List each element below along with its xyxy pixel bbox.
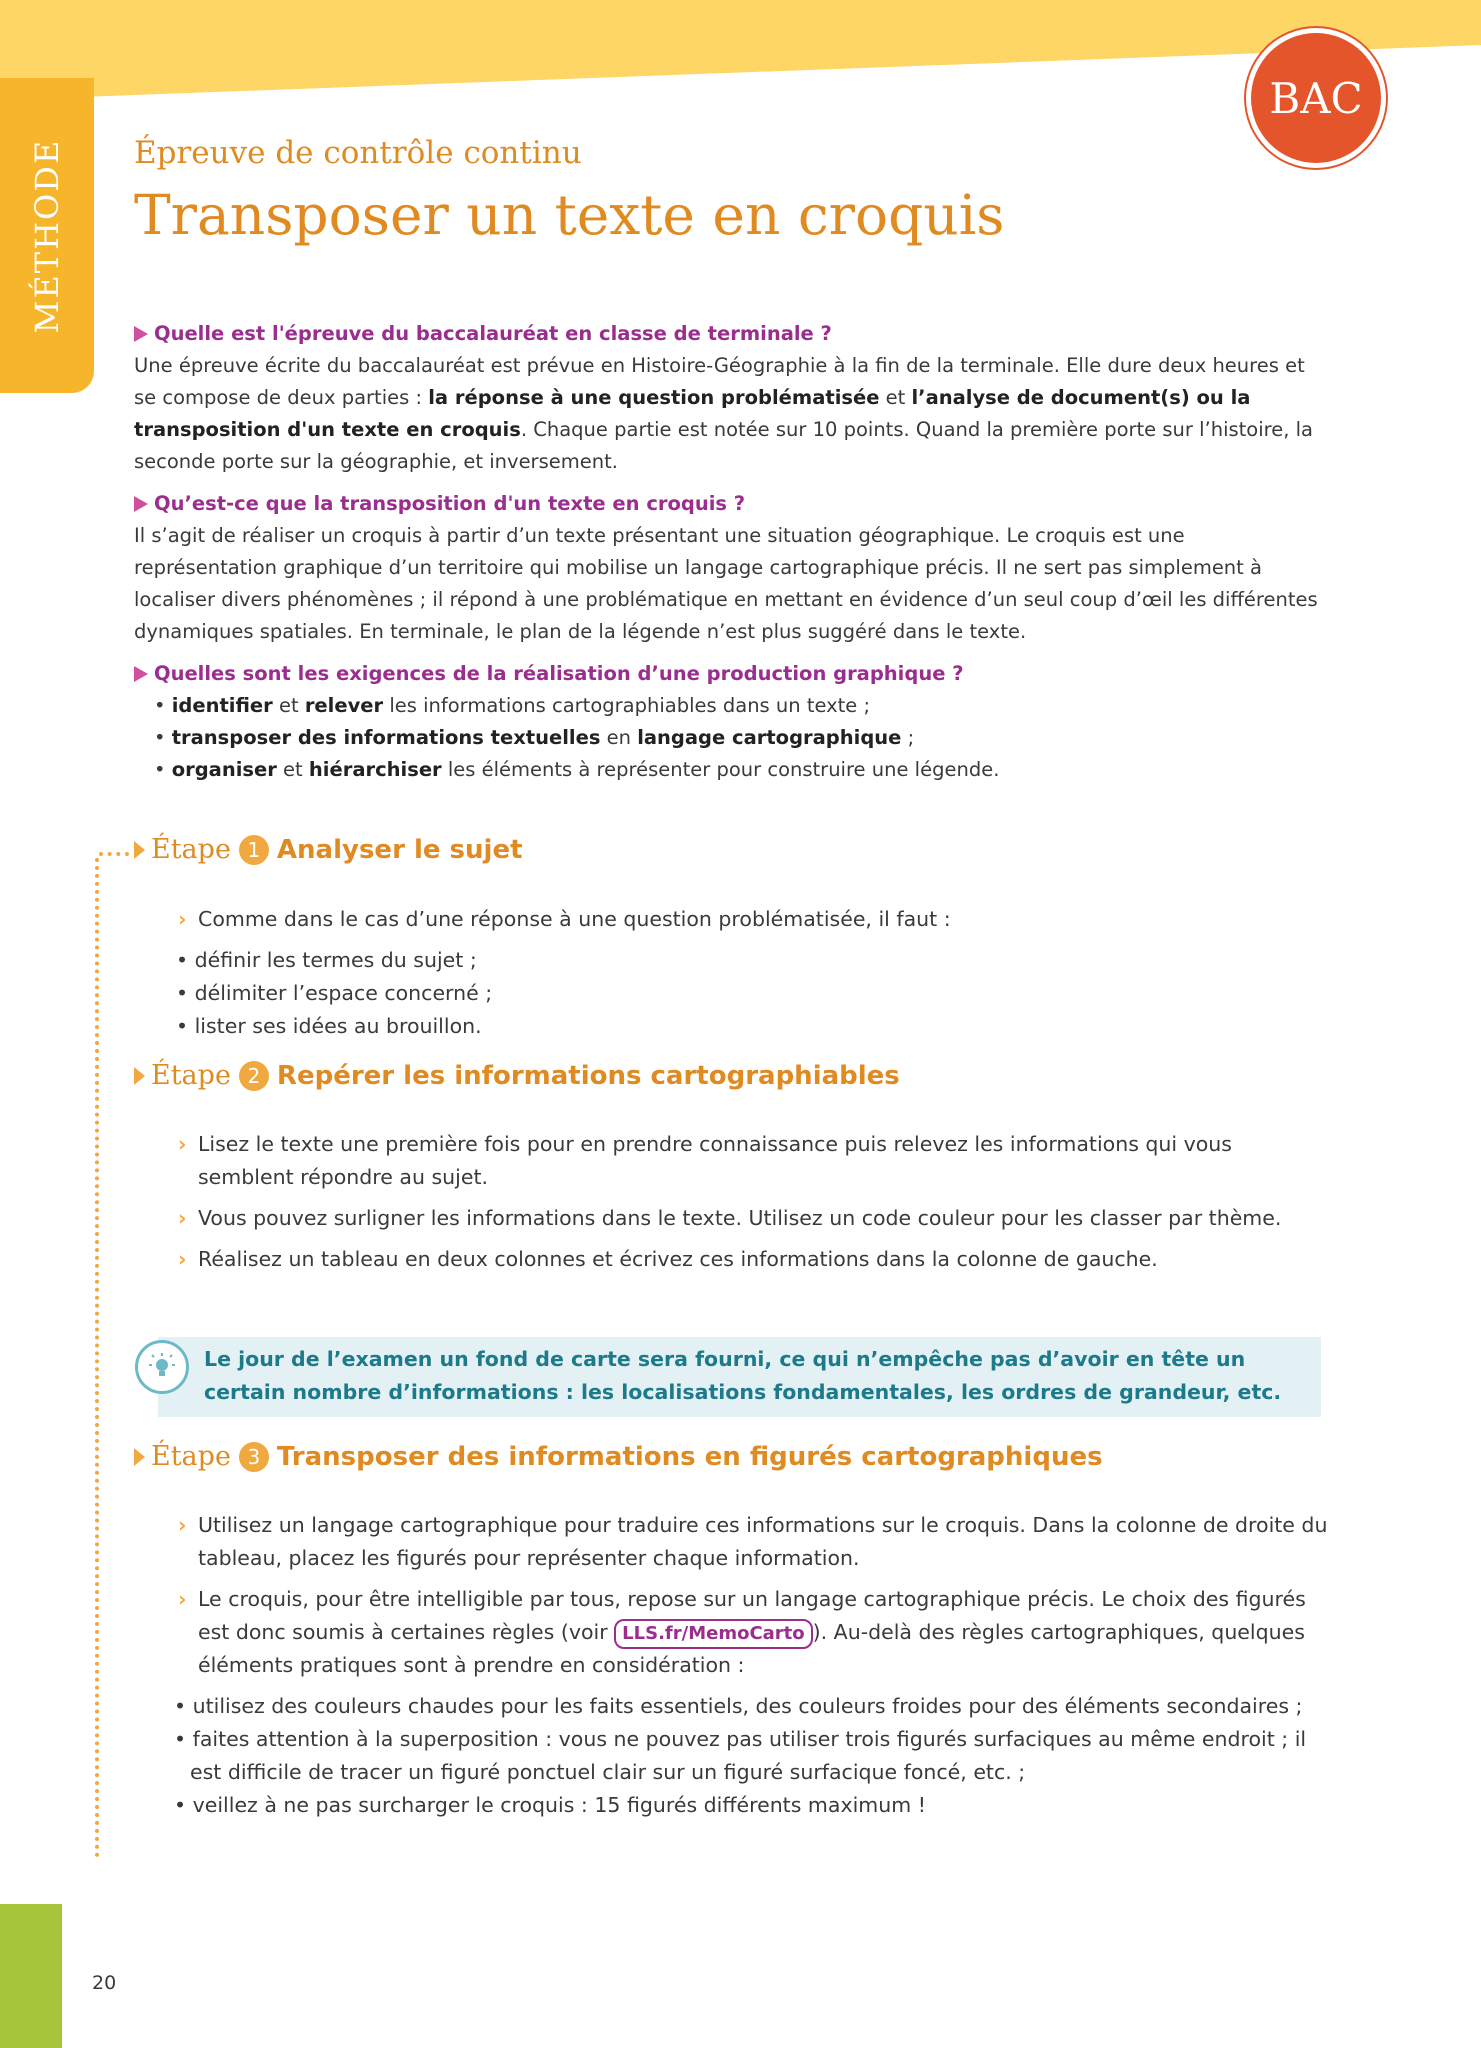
lightbulb-icon	[135, 1340, 189, 1394]
paragraph: Une épreuve écrite du baccalauréat est prévue en Histoire-Géographie à la fin de la terminale. Elle dure deux heures et se compose de deux parties : la réponse à une question problématisée et l’analyse de document(s) ou la transposition d'un texte en croquis. Chaque partie est notée sur 10 points. Quand la première porte sur l’histoire, la seconde porte sur la géographie, et inversement.	[134, 354, 1313, 473]
triangle-icon	[134, 326, 148, 342]
triangle-icon	[134, 841, 145, 859]
chevron-right-icon: ›	[178, 907, 187, 931]
chevron-right-icon: ›	[178, 1206, 187, 1230]
intro-section	[134, 318, 1324, 786]
section-kicker: Épreuve de contrôle continu	[134, 135, 582, 171]
bac-badge: BAC	[1251, 33, 1381, 163]
list-item: › Vous pouvez surligner les informations dans le texte. Utilisez un code couleur pour les classer par thème.	[178, 1202, 1328, 1235]
step-number: 2	[239, 1061, 269, 1091]
step-2-heading: Étape 2 Repérer les informations cartographiables	[134, 1060, 900, 1091]
step-3-content	[178, 1509, 1328, 1822]
step-number: 3	[239, 1442, 269, 1472]
dotted-guide-line	[95, 858, 99, 1858]
step-number: 1	[239, 835, 269, 865]
list-item: • lister ses idées au brouillon.	[176, 1010, 1328, 1043]
chevron-right-icon: ›	[178, 1132, 187, 1156]
list-item: • organiser et hiérarchiser les éléments à représenter pour construire une légende.	[154, 754, 1324, 786]
list-item: • délimiter l’espace concerné ;	[176, 977, 1328, 1010]
list-item: • veillez à ne pas surcharger le croquis : 15 figurés différents maximum !	[174, 1789, 1328, 1822]
page-number: 20	[92, 1972, 117, 1994]
list-item: • utilisez des couleurs chaudes pour les faits essentiels, des couleurs froides pour des éléments secondaires ;	[174, 1690, 1328, 1723]
step-1-heading: Étape 1 Analyser le sujet	[134, 834, 523, 865]
step-1-content	[178, 903, 1328, 1043]
chevron-right-icon: ›	[178, 1513, 187, 1537]
triangle-icon	[134, 496, 148, 512]
requirements-list	[154, 690, 1324, 786]
chevron-right-icon: ›	[178, 1587, 187, 1611]
question-heading: Quelle est l'épreuve du baccalauréat en classe de terminale ?	[134, 318, 1324, 350]
triangle-icon	[134, 666, 148, 682]
list-item: • faites attention à la superposition : vous ne pouvez pas utiliser trois figurés surfaciques au même endroit ; il est difficile de tracer un figuré ponctuel clair sur un figuré surfacique foncé, etc. ;	[174, 1723, 1328, 1789]
list-item: • définir les termes du sujet ;	[176, 944, 1328, 977]
tip-box	[158, 1337, 1321, 1417]
step-1-bullets	[176, 944, 1328, 1043]
page-title: Transposer un texte en croquis	[134, 183, 1005, 247]
list-item: › Comme dans le cas d’une réponse à une question problématisée, il faut :	[178, 903, 1328, 936]
list-item: › Utilisez un langage cartographique pour traduire ces informations sur le croquis. Dans la colonne de droite du tableau, placez les figurés pour représenter chaque information.	[178, 1509, 1328, 1575]
paragraph: Il s’agit de réaliser un croquis à partir d’un texte présentant une situation géographique. Le croquis est une représentation graphique d’un territoire qui mobilise un langage cartographique précis. Il ne sert pas simplement à localiser divers phénomènes ; il répond à une problématique en mettant en évidence d’un seul coup d’œil les différentes dynamiques spatiales. En terminale, le plan de la légende n’est plus suggéré dans le texte.	[134, 524, 1318, 643]
step-2-content	[178, 1128, 1328, 1284]
list-item: • identifier et relever les informations cartographiables dans un texte ;	[154, 690, 1324, 722]
list-item: › Le croquis, pour être intelligible par tous, repose sur un langage cartographique précis. Le choix des figurés est donc soumis à certaines règles (voir LLS.fr/MemoCarto ). Au-delà des règles cartographiques, quelques éléments pratiques sont à prendre en considération :	[178, 1583, 1328, 1682]
list-item: › Lisez le texte une première fois pour en prendre connaissance puis relevez les informations qui vous semblent répondre au sujet.	[178, 1128, 1328, 1194]
triangle-icon	[134, 1448, 145, 1466]
triangle-icon	[134, 1067, 145, 1085]
method-tab-label: MÉTHODE	[28, 138, 66, 334]
dotted-guide-connector	[99, 852, 129, 856]
chevron-right-icon: ›	[178, 1247, 187, 1271]
footer-bar	[0, 1904, 62, 2048]
question-heading: Quelles sont les exigences de la réalisation d’une production graphique ?	[134, 658, 1324, 690]
step-3-heading: Étape 3 Transposer des informations en figurés cartographiques	[134, 1441, 1103, 1472]
question-heading: Qu’est-ce que la transposition d'un texte en croquis ?	[134, 488, 1324, 520]
tip-text: Le jour de l’examen un fond de carte sera fourni, ce qui n’empêche pas d’avoir en tête un certain nombre d’informations : les localisations fondamentales, les ordres de grandeur, etc.	[204, 1347, 1282, 1404]
step-3-bullets	[174, 1690, 1328, 1822]
list-item: • transposer des informations textuelles en langage cartographique ;	[154, 722, 1324, 754]
memocarto-link[interactable]: LLS.fr/MemoCarto	[614, 1619, 812, 1649]
list-item: › Réalisez un tableau en deux colonnes et écrivez ces informations dans la colonne de gauche.	[178, 1243, 1328, 1276]
